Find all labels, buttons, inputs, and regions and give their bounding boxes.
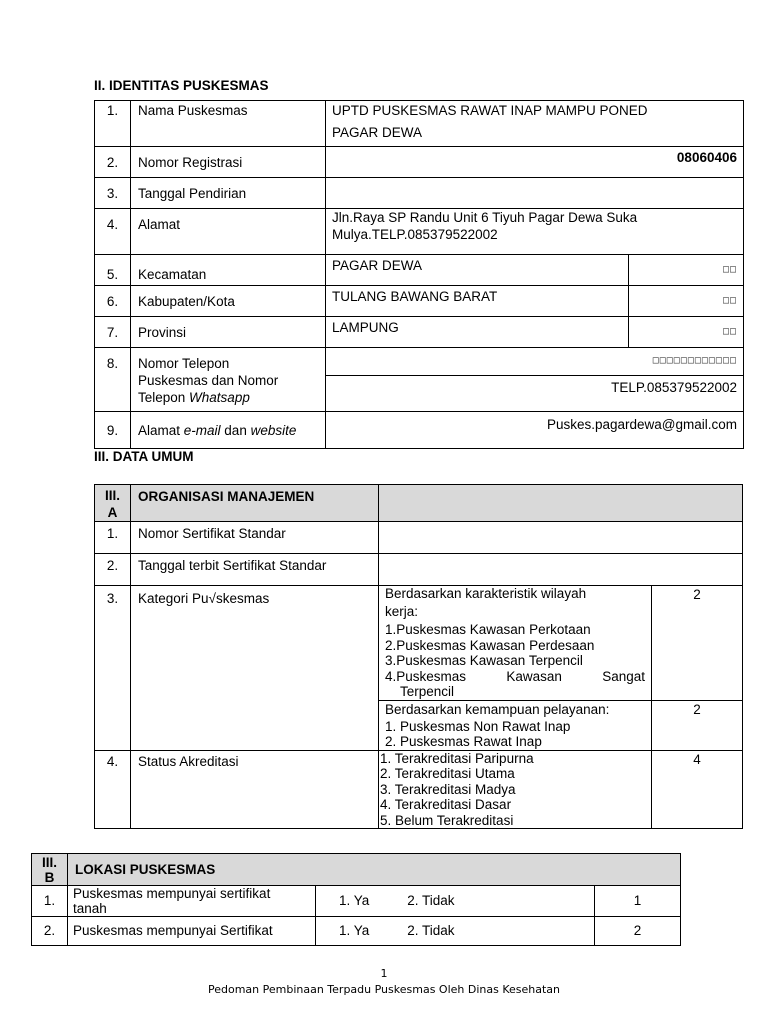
- regency-value: TULANG BAWANG BARAT: [326, 286, 629, 317]
- row-number: 9.: [95, 412, 131, 449]
- founding-date-value: [326, 178, 744, 209]
- puskesmas-name-line2: PAGAR DEWA: [332, 125, 423, 140]
- answer-value: 2: [595, 917, 681, 946]
- option-no: 2. Tidak: [407, 893, 455, 908]
- identitas-table: [94, 100, 744, 449]
- category-list: [385, 719, 645, 750]
- footer-text: Pedoman Pembinaan Terpadu Puskesmas Oleh Dinas Kesehatan: [207, 983, 561, 996]
- district-value: PAGAR DEWA: [326, 255, 629, 286]
- list-item: [385, 669, 645, 685]
- row-number: 2.: [95, 554, 131, 586]
- row-number: 5.: [95, 255, 131, 286]
- option-cell: [316, 917, 595, 946]
- table-row: [32, 917, 681, 946]
- list-item: 2.Puskesmas Kawasan Perdesaan: [385, 637, 595, 653]
- row-number: 8.: [95, 348, 131, 412]
- lokasi-table: [31, 853, 681, 946]
- table-row: [32, 886, 681, 917]
- province-value: LAMPUNG: [326, 317, 629, 348]
- list-item: 2. Puskesmas Rawat Inap: [385, 734, 542, 749]
- field-label: Kabupaten/Kota: [131, 286, 326, 317]
- code-boxes: □□□□□□□□□□□□: [326, 348, 744, 376]
- row-number: 4.: [95, 209, 131, 255]
- row-number: 1.: [32, 886, 68, 917]
- row-number: 2.: [32, 917, 68, 946]
- accreditation-list: [380, 751, 651, 829]
- header-empty-cell: [379, 485, 743, 522]
- section-code: [32, 854, 68, 886]
- field-label: Kecamatan: [131, 255, 326, 286]
- row-number: 6.: [95, 286, 131, 317]
- list-item: Terpencil: [400, 684, 455, 699]
- list-item: 3. Terakreditasi Madya: [380, 781, 516, 797]
- code-boxes: □□: [629, 286, 744, 317]
- label-line: Puskesmas mempunyai sertifikat: [73, 886, 271, 901]
- table-row: [95, 101, 744, 147]
- section-2-heading: II. IDENTITAS PUSKESMAS: [94, 78, 269, 93]
- category-value-2: 2: [652, 700, 743, 750]
- table-row: [95, 178, 744, 209]
- organisasi-table: [94, 484, 743, 829]
- label-line: Puskesmas dan Nomor: [138, 373, 279, 388]
- field-label: [131, 412, 326, 449]
- puskesmas-name-line1: UPTD PUSKESMAS RAWAT INAP MAMPU PONED: [332, 103, 648, 118]
- list-item-word: Sangat: [602, 668, 645, 684]
- section-3-heading: III. DATA UMUM: [94, 449, 194, 464]
- code-boxes: □□: [629, 255, 744, 286]
- list-item: 2. Terakreditasi Utama: [380, 766, 515, 781]
- field-label: Alamat: [131, 209, 326, 255]
- field-value: [326, 101, 744, 147]
- table-title: ORGANISASI MANAJEMEN: [131, 485, 379, 522]
- table-header-row: [32, 854, 681, 886]
- field-label: Nomor Registrasi: [131, 147, 326, 178]
- table-row: [95, 522, 743, 554]
- row-number: 3.: [95, 586, 131, 751]
- option-cell: [316, 886, 595, 917]
- field-value: [379, 522, 743, 554]
- section-code-line: III.: [104, 488, 120, 503]
- list-item: 1.Puskesmas Kawasan Perkotaan: [385, 622, 591, 637]
- category-list: [385, 622, 645, 700]
- label-line: tanah: [73, 901, 107, 916]
- label-text-italic: website: [250, 423, 297, 438]
- address-value: [326, 209, 744, 255]
- group-title: Berdasarkan kemampuan pelayanan:: [385, 701, 610, 717]
- option-yes: 1. Ya: [339, 923, 370, 938]
- table-title: LOKASI PUSKESMAS: [68, 854, 681, 886]
- section-code-line: B: [44, 870, 55, 885]
- email-value: Puskes.pagardewa@gmail.com: [326, 412, 744, 449]
- option-no: 2. Tidak: [407, 923, 455, 938]
- table-row: [95, 586, 743, 701]
- section-code-line: A: [107, 505, 118, 520]
- registration-number: 08060406: [326, 147, 744, 178]
- table-row: [95, 412, 744, 449]
- label-text: dan: [220, 423, 251, 438]
- field-label: Status Akreditasi: [131, 750, 379, 829]
- table-row: [95, 209, 744, 255]
- label-line: [138, 389, 319, 406]
- table-row: [95, 286, 744, 317]
- label-text: Telepon: [138, 390, 190, 405]
- list-item: 4. Terakreditasi Dasar: [380, 797, 512, 812]
- list-item-word: Kawasan: [506, 668, 562, 684]
- phone-value: TELP.085379522002: [326, 376, 744, 412]
- table-header-row: [95, 485, 743, 522]
- list-item: 5. Belum Terakreditasi: [380, 812, 514, 828]
- field-label: Tanggal Pendirian: [131, 178, 326, 209]
- category-group-2: [379, 700, 652, 750]
- field-value: [379, 554, 743, 586]
- field-label: Provinsi: [131, 317, 326, 348]
- accreditation-value: 4: [652, 750, 743, 829]
- group-title: kerja:: [385, 604, 419, 619]
- table-row: [95, 317, 744, 348]
- section-code-line: III.: [41, 855, 57, 870]
- label-text-italic: e-mail: [183, 423, 221, 438]
- category-group-1: [379, 586, 652, 701]
- table-row: [95, 348, 744, 376]
- label-line: Nomor Telepon: [138, 356, 230, 371]
- table-row: [95, 554, 743, 586]
- accreditation-options: [379, 750, 652, 829]
- row-number: 1.: [95, 522, 131, 554]
- address-line1: Jln.Raya SP Randu Unit 6 Tiyuh Pagar Dewa Suka: [332, 210, 638, 225]
- field-label: Puskesmas mempunyai Sertifikat: [68, 917, 316, 946]
- table-row: [95, 147, 744, 178]
- code-boxes: □□: [629, 317, 744, 348]
- row-number: 3.: [95, 178, 131, 209]
- row-number: 1.: [95, 101, 131, 147]
- option-yes: 1. Ya: [339, 893, 370, 908]
- category-value-1: 2: [652, 586, 743, 701]
- row-number: 2.: [95, 147, 131, 178]
- table-row: [95, 750, 743, 829]
- table-row: [95, 255, 744, 286]
- list-item: 1. Puskesmas Non Rawat Inap: [385, 718, 571, 734]
- page-number: 1: [380, 967, 388, 980]
- address-line2: Mulya.TELP.085379522002: [332, 227, 498, 242]
- label-text-italic: Whatsapp: [189, 390, 250, 405]
- group-title: Berdasarkan karakteristik wilayah: [385, 586, 587, 601]
- section-code: [95, 485, 131, 522]
- list-item: 1. Terakreditasi Paripurna: [380, 750, 534, 766]
- field-label: Nama Puskesmas: [131, 101, 326, 147]
- row-number: 7.: [95, 317, 131, 348]
- list-item-word: 4.Puskesmas: [385, 668, 467, 684]
- field-label: Tanggal terbit Sertifikat Standar: [131, 554, 379, 586]
- field-label: Kategori Pu√skesmas: [131, 586, 379, 751]
- answer-value: 1: [595, 886, 681, 917]
- row-number: 4.: [95, 750, 131, 829]
- label-text: Alamat: [138, 423, 184, 438]
- list-item: 3.Puskesmas Kawasan Terpencil: [385, 653, 583, 668]
- field-label: [68, 886, 316, 917]
- field-label: [131, 348, 326, 412]
- field-label: Nomor Sertifikat Standar: [131, 522, 379, 554]
